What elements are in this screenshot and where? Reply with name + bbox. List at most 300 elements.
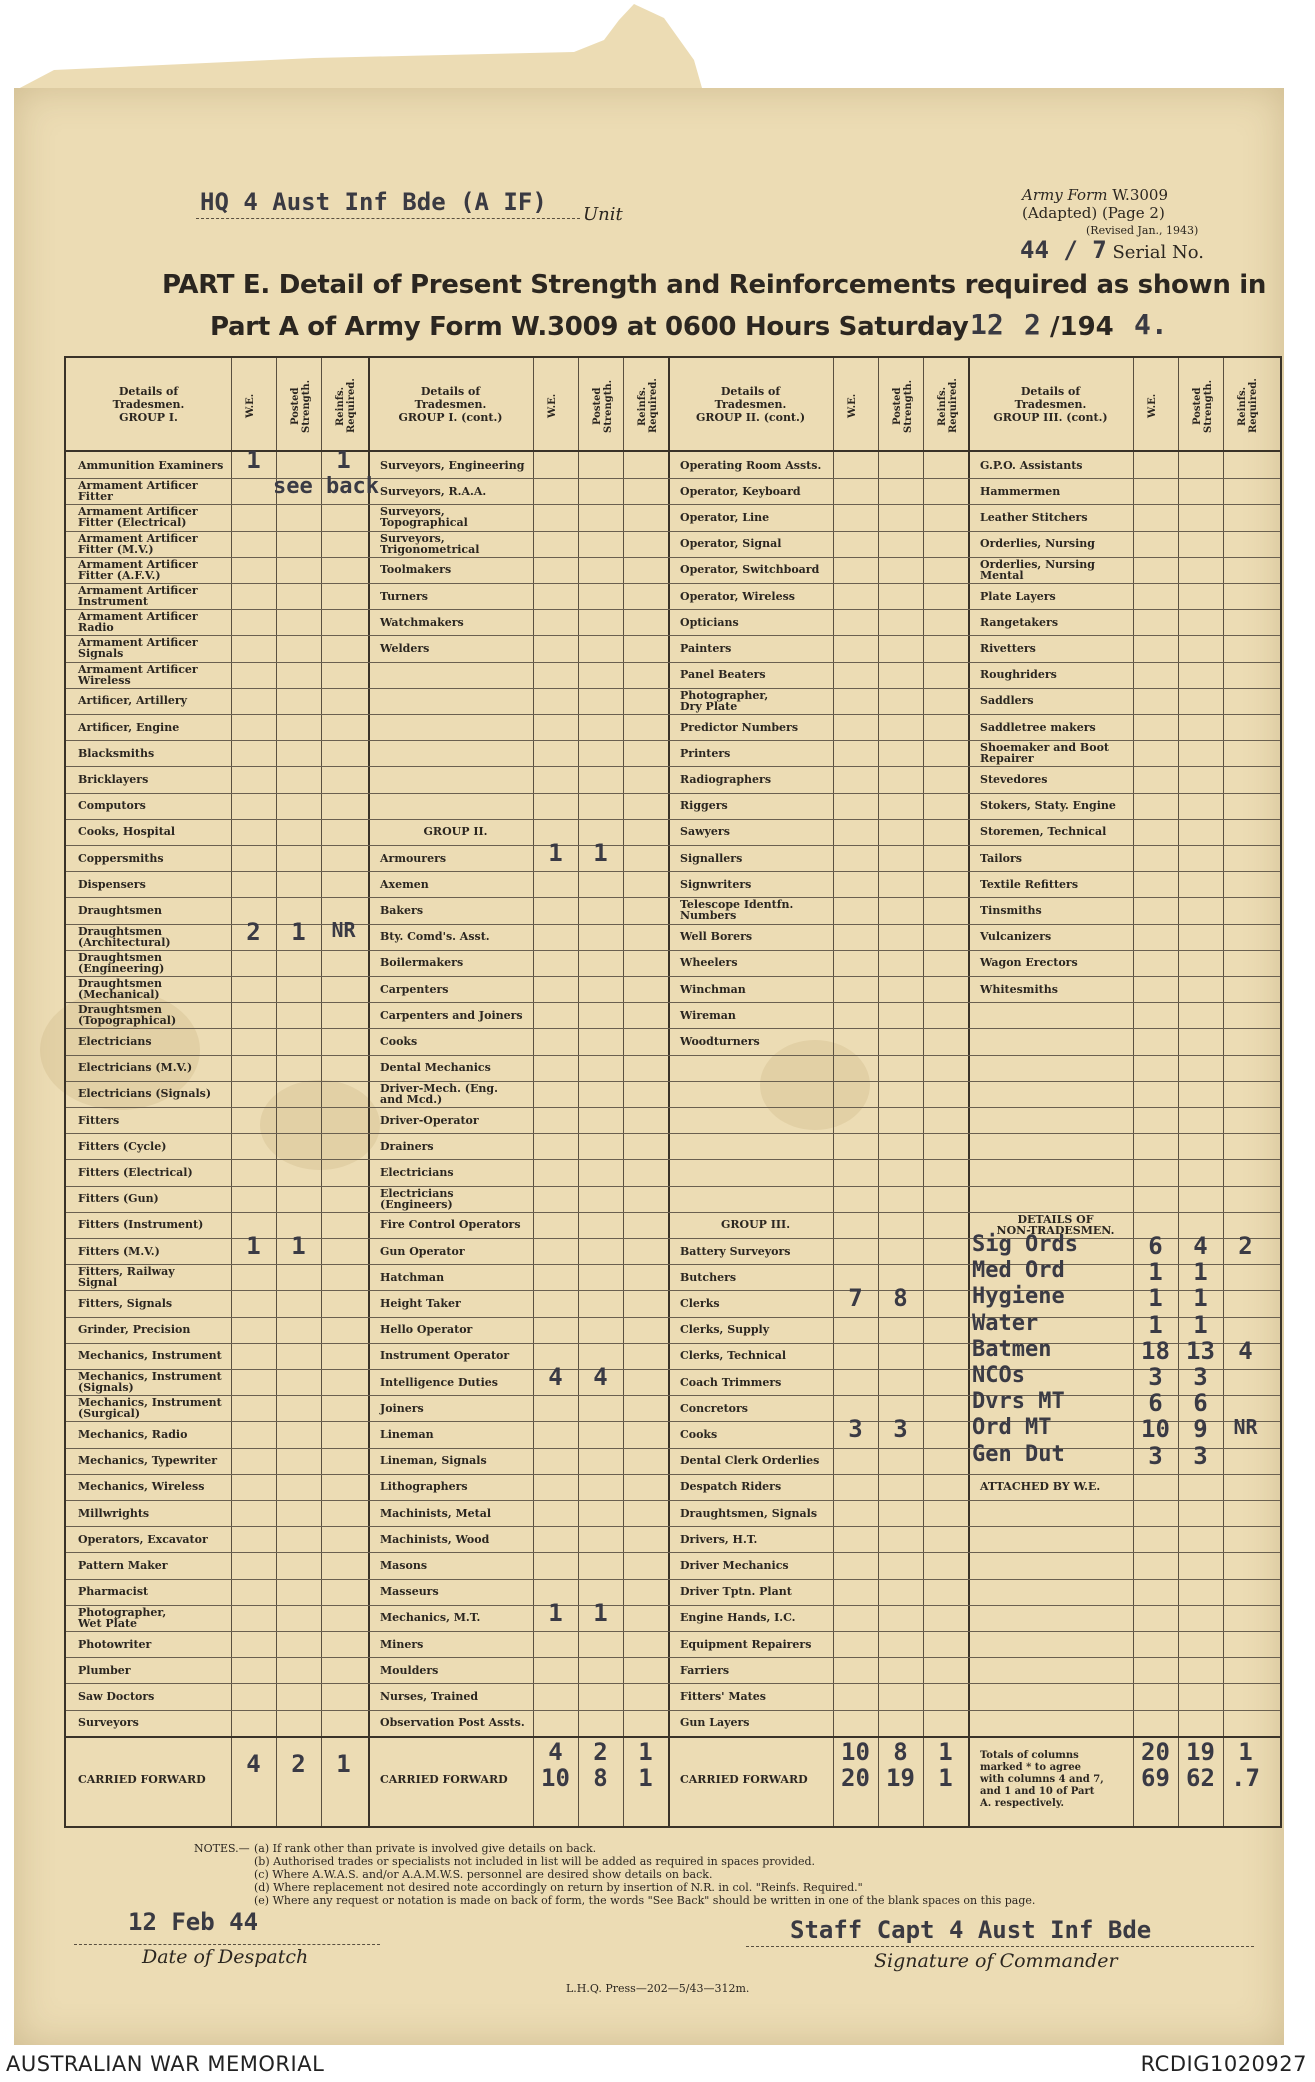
row-label: Despatch Riders	[680, 1480, 782, 1494]
row-rule	[66, 478, 1280, 479]
row-label: Electricians (Signals)	[78, 1087, 212, 1101]
row-label: Textile Refitters	[980, 877, 1079, 891]
carried-value: 1	[638, 1763, 653, 1792]
title-line1: PART E. Detail of Present Strength and Reinforcements required as shown in	[162, 270, 1267, 300]
row-label: Millwrights	[78, 1506, 150, 1520]
note-e: (e) Where any request or notation is made on back of form, the words "See Back" should be written in one of the blank spaces on this page.	[254, 1894, 1036, 1907]
row-label: GROUP II.	[423, 825, 488, 839]
entry-value: 1	[246, 446, 261, 474]
row-label: Opticians	[680, 615, 739, 629]
row-label: Draughtsmen (Engineering)	[78, 950, 165, 975]
row-label: Mechanics, M.T.	[380, 1611, 481, 1625]
row-label: Riggers	[680, 799, 728, 813]
row-label: Photographer, Dry Plate	[680, 688, 769, 713]
row-rule	[66, 1683, 1280, 1684]
column-divider	[923, 358, 924, 1826]
row-label: Fitters (Cycle)	[78, 1139, 167, 1153]
row-label: Axemen	[380, 877, 429, 891]
row-label: Dispensers	[78, 877, 146, 891]
entry-value: 1	[246, 1232, 261, 1260]
row-label: Equipment Repairers	[680, 1637, 812, 1651]
row-label: Intelligence Duties	[380, 1375, 498, 1389]
form-number: W.3009	[1112, 186, 1169, 204]
row-label: Farriers	[680, 1663, 730, 1677]
row-label: Turners	[380, 589, 428, 603]
row-label: Armament Artificer Instrument	[78, 584, 198, 609]
non-tradesman-name: Hygiene	[972, 1284, 1065, 1310]
row-label: Butchers	[680, 1270, 737, 1284]
row-label: Operator, Line	[680, 510, 770, 524]
row-label: Mechanics, Instrument	[78, 1349, 222, 1363]
row-rule	[66, 1212, 1280, 1213]
form-line1: Army Form	[1022, 186, 1108, 204]
row-label: Armourers	[380, 851, 447, 865]
row-label: Nurses, Trained	[380, 1689, 479, 1703]
row-label: Photographer, Wet Plate	[78, 1605, 167, 1630]
row-label: Fitters (Instrument)	[78, 1218, 204, 1232]
row-rule	[66, 1159, 1280, 1160]
row-label: Clerks	[680, 1296, 720, 1310]
date-month: 2	[1024, 308, 1041, 341]
strength-table	[64, 356, 1282, 1828]
row-label: Blacksmiths	[78, 746, 155, 760]
entry-value: 3	[893, 1415, 908, 1444]
column-header-col4: Details of Tradesmen. GROUP III. (cont.)	[993, 384, 1108, 424]
column-header-reinfs: Reinfs. Required.	[335, 378, 357, 434]
row-label: Grinder, Precision	[78, 1323, 191, 1337]
column-header-col3: Details of Tradesmen. GROUP II. (cont.)	[695, 384, 806, 424]
entry-value: 6	[1148, 1389, 1163, 1418]
carried-forward-rule	[66, 1736, 1280, 1738]
row-label: Telescope Identfn. Numbers	[680, 898, 794, 923]
non-tradesman-name: Water	[972, 1310, 1039, 1336]
row-label: Bricklayers	[78, 772, 149, 786]
carried-value: 10	[541, 1763, 570, 1792]
entry-value: 1	[1148, 1258, 1163, 1287]
row-label: Saw Doctors	[78, 1689, 155, 1703]
entry-value: 1	[548, 1598, 563, 1627]
row-rule	[66, 1028, 1280, 1029]
entry-value: 2	[1238, 1232, 1253, 1260]
row-rule	[66, 1657, 1280, 1658]
signature-label: Signature of Commander	[874, 1950, 1118, 1972]
row-label: Draughtsmen, Signals	[680, 1506, 818, 1520]
row-label: Panel Beaters	[680, 668, 766, 682]
row-label: Machinists, Metal	[380, 1506, 492, 1520]
note-d: (d) Where replacement not desired note accordingly on return by insertion of N.R. in col. "Reinfs. Required."	[254, 1881, 863, 1894]
row-label: DETAILS OF NON-TRADESMEN.	[996, 1212, 1115, 1237]
row-label: Surveyors	[78, 1716, 139, 1730]
row-label: Fitters (Electrical)	[78, 1165, 193, 1179]
entry-value: 9	[1193, 1415, 1208, 1444]
column-header-posted: Posted Strength.	[1192, 379, 1214, 433]
column-divider	[231, 358, 232, 1826]
entry-value: 1	[1148, 1310, 1163, 1339]
unit-value: HQ 4 Aust Inf Bde (A IF)	[200, 188, 547, 216]
group-divider	[968, 358, 970, 1826]
row-label: Wagon Erectors	[980, 956, 1078, 970]
carried-value: 1	[938, 1763, 953, 1792]
row-label: Clerks, Technical	[680, 1349, 786, 1363]
row-label: Watchmakers	[380, 615, 464, 629]
row-label: Fitters, Railway Signal	[78, 1265, 175, 1290]
carried-value: .7	[1231, 1763, 1260, 1792]
row-label: Drivers, H.T.	[680, 1532, 758, 1546]
row-rule	[66, 557, 1280, 558]
row-label: Orderlies, Nursing	[980, 537, 1095, 551]
row-rule	[66, 845, 1280, 846]
row-label: Fitters	[78, 1113, 120, 1127]
row-rule	[66, 688, 1280, 689]
row-label: Vulcanizers	[980, 930, 1052, 944]
title-line2: Part A of Army Form W.3009 at 0600 Hours Saturday	[210, 312, 969, 342]
totals-note: Totals of columns marked * to agree with columns 4 and 7, and 1 and 10 of Part A. respectively.	[980, 1749, 1104, 1809]
row-label: Tinsmiths	[980, 903, 1042, 917]
row-label: Printers	[680, 746, 731, 760]
row-label: Rangetakers	[980, 615, 1059, 629]
group-divider	[368, 358, 370, 1826]
non-tradesman-name: Sig Ords	[972, 1232, 1078, 1257]
row-label: Mechanics, Instrument (Surgical)	[78, 1396, 222, 1421]
column-header-col2: Details of Tradesmen. GROUP I. (cont.)	[398, 384, 503, 424]
column-header-posted: Posted Strength.	[592, 379, 614, 433]
row-label: Mechanics, Typewriter	[78, 1454, 218, 1468]
row-rule	[66, 1552, 1280, 1553]
row-label: Whitesmiths	[980, 982, 1058, 996]
row-label: Electricians (M.V.)	[78, 1061, 193, 1075]
row-label: Draughtsmen	[78, 903, 163, 917]
row-rule	[66, 1055, 1280, 1056]
column-header-we: W.E.	[847, 393, 858, 419]
row-label: Saddletree makers	[980, 720, 1096, 734]
row-label: Surveyors, R.A.A.	[380, 484, 487, 498]
row-label: Stokers, Staty. Engine	[980, 799, 1116, 813]
row-label: Bty. Comd's. Asst.	[380, 930, 490, 944]
column-divider	[623, 358, 624, 1826]
despatch-underline	[74, 1944, 380, 1945]
row-label: Operator, Signal	[680, 537, 782, 551]
row-label: Surveyors, Topographical	[380, 505, 468, 530]
row-label: Fire Control Operators	[380, 1218, 521, 1232]
row-label: Saddlers	[980, 694, 1034, 708]
row-label: Plumber	[78, 1663, 131, 1677]
column-header-we: W.E.	[547, 393, 558, 419]
row-label: Fitters, Signals	[78, 1296, 173, 1310]
row-label: Woodturners	[680, 1034, 760, 1048]
row-label: Armament Artificer Wireless	[78, 662, 198, 687]
entry-value: 4	[548, 1363, 563, 1391]
carried-value: 1	[938, 1737, 953, 1766]
row-rule	[66, 714, 1280, 715]
entry-value: 8	[893, 1284, 908, 1313]
carried-value: 4	[548, 1737, 563, 1766]
column-divider	[833, 358, 834, 1826]
row-label: Dental Clerk Orderlies	[680, 1454, 820, 1468]
row-label: Cooks	[680, 1427, 718, 1441]
carried-value: 1	[638, 1737, 653, 1766]
row-label: Driver-Mech. (Eng. and Mcd.)	[380, 1081, 498, 1106]
row-label: Clerks, Supply	[680, 1323, 770, 1337]
entry-value: 1	[593, 839, 608, 867]
row-label: Signwriters	[680, 877, 752, 891]
row-label: Surveyors, Trigonometrical	[380, 531, 480, 556]
row-label: Mechanics, Wireless	[78, 1480, 205, 1494]
row-label: Operating Room Assts.	[680, 458, 822, 472]
row-label: Shoemaker and Boot Repairer	[980, 741, 1109, 766]
signature-underline	[746, 1946, 1254, 1947]
row-label: Armament Artificer Fitter (A.F.V.)	[78, 557, 198, 582]
carried-value: 62	[1186, 1763, 1215, 1792]
row-label: Pattern Maker	[78, 1558, 168, 1572]
row-label: Machinists, Wood	[380, 1532, 490, 1546]
row-rule	[66, 1474, 1280, 1475]
carried-value: 10	[841, 1737, 870, 1766]
row-label: Operator, Wireless	[680, 589, 795, 603]
row-label: Photowriter	[78, 1637, 152, 1651]
column-divider	[1223, 358, 1224, 1826]
row-label: Pharmacist	[78, 1585, 149, 1599]
row-label: Coach Trimmers	[680, 1375, 782, 1389]
row-label: Operators, Excavator	[78, 1532, 208, 1546]
row-label: Observation Post Assts.	[380, 1716, 525, 1730]
row-label: Welders	[380, 641, 430, 655]
row-rule	[66, 1631, 1280, 1632]
row-label: Wireman	[680, 1008, 736, 1022]
non-tradesman-name: Ord MT	[972, 1415, 1052, 1441]
serial-label: Serial No.	[1112, 242, 1204, 263]
entry-value: NR	[1233, 1415, 1258, 1440]
entry-value: 1	[1148, 1284, 1163, 1313]
note-a: (a) If rank other than private is involved give details on back.	[254, 1842, 597, 1855]
row-label: Plate Layers	[980, 589, 1056, 603]
notes-title: NOTES.—	[194, 1842, 250, 1855]
row-label: Fitters (Gun)	[78, 1192, 159, 1206]
entry-value: 3	[1148, 1441, 1163, 1470]
row-label: Leather Stitchers	[980, 510, 1088, 524]
row-rule	[66, 531, 1280, 532]
row-label: Drainers	[380, 1139, 434, 1153]
row-rule	[66, 662, 1280, 663]
row-label: Battery Surveyors	[680, 1244, 791, 1258]
entry-value: 1	[291, 1232, 306, 1260]
row-label: Joiners	[380, 1401, 424, 1415]
row-rule	[66, 1526, 1280, 1527]
carried-value: 20	[1141, 1737, 1170, 1766]
column-divider	[321, 358, 322, 1826]
row-label: Masons	[380, 1558, 428, 1572]
row-rule	[66, 819, 1280, 820]
non-tradesman-name: Med Ord	[972, 1258, 1065, 1284]
non-tradesman-name: Gen Dut	[972, 1441, 1065, 1467]
row-label: Radiographers	[680, 772, 772, 786]
row-rule	[66, 793, 1280, 794]
row-label: Coppersmiths	[78, 851, 164, 865]
notes-block	[194, 1842, 1035, 1907]
row-label: G.P.O. Assistants	[980, 458, 1083, 472]
carried-value: 69	[1141, 1763, 1170, 1792]
entry-value: 3	[848, 1415, 863, 1444]
group-divider	[668, 358, 670, 1826]
entry-value: 1	[548, 839, 563, 867]
row-label: ATTACHED BY W.E.	[980, 1480, 1101, 1494]
date-day: 12	[970, 308, 1004, 341]
carried-value: 19	[1186, 1737, 1215, 1766]
row-label: Armament Artificer Fitter (M.V.)	[78, 531, 198, 556]
entry-value: 2	[246, 917, 261, 946]
entry-value: 1	[593, 1598, 608, 1627]
row-label: Electricians	[78, 1034, 152, 1048]
column-divider	[276, 358, 277, 1826]
row-label: Fitters' Mates	[680, 1689, 766, 1703]
row-label: Armament Artificer Fitter (Electrical)	[78, 505, 198, 530]
row-label: Mechanics, Instrument (Signals)	[78, 1370, 222, 1395]
column-header-we: W.E.	[245, 393, 256, 419]
column-header-reinfs: Reinfs. Required.	[637, 378, 659, 434]
entry-value: 10	[1141, 1415, 1170, 1444]
column-divider	[1178, 358, 1179, 1826]
row-rule	[66, 1186, 1280, 1187]
date-year-digit: 4.	[1134, 308, 1168, 341]
row-rule	[66, 609, 1280, 610]
footer-archive-name: AUSTRALIAN WAR MEMORIAL	[6, 2052, 325, 2076]
carried-value: 2	[593, 1737, 608, 1766]
row-label: Operator, Switchboard	[680, 563, 820, 577]
entry-value: 6	[1193, 1389, 1208, 1418]
entry-value: 1	[1193, 1258, 1208, 1287]
row-label: Wheelers	[680, 956, 738, 970]
row-label: Driver Tptn. Plant	[680, 1585, 792, 1599]
row-rule	[66, 766, 1280, 767]
carried-value: 20	[841, 1763, 870, 1792]
carried-value: 1	[1238, 1737, 1253, 1766]
row-rule	[66, 871, 1280, 872]
column-divider	[878, 358, 879, 1826]
non-tradesman-name: Dvrs MT	[972, 1389, 1065, 1415]
unit-underline	[196, 218, 580, 219]
entry-value: 3	[1193, 1441, 1208, 1470]
row-label: Computors	[78, 799, 146, 813]
see-back-note: see back	[273, 474, 379, 500]
row-rule	[66, 740, 1280, 741]
row-rule	[66, 583, 1280, 584]
row-label: Draughtsmen (Topographical)	[78, 1003, 177, 1028]
carried-value: 8	[893, 1737, 908, 1766]
row-rule	[66, 897, 1280, 898]
row-label: Gun Operator	[380, 1244, 465, 1258]
row-label: Predictor Numbers	[680, 720, 799, 734]
date-year-prefix: /194	[1050, 312, 1114, 342]
entry-value: 1	[336, 446, 351, 474]
row-label: Armament Artificer Signals	[78, 636, 198, 661]
signature-value: Staff Capt 4 Aust Inf Bde	[790, 1916, 1152, 1944]
column-header-posted: Posted Strength.	[892, 379, 914, 433]
entry-value: 4	[1193, 1232, 1208, 1260]
entry-value: 1	[1193, 1310, 1208, 1339]
row-label: Masseurs	[380, 1585, 439, 1599]
entry-value: 1	[1193, 1284, 1208, 1313]
row-label: Draughtsmen (Architectural)	[78, 924, 171, 949]
row-rule	[66, 1081, 1280, 1082]
press-imprint: L.H.Q. Press—202—5/43—312m.	[566, 1982, 750, 1995]
row-rule	[66, 504, 1280, 505]
row-rule	[66, 1107, 1280, 1108]
carried-value: 8	[593, 1763, 608, 1792]
form-line3: (Revised Jan., 1943)	[1086, 224, 1199, 237]
entry-value: 4	[593, 1363, 608, 1391]
note-b: (b) Authorised trades or specialists not included in list will be added as required in spaces provided.	[254, 1855, 816, 1868]
row-label: Lithographers	[380, 1480, 468, 1494]
carried-value: 1	[336, 1749, 351, 1778]
carried-forward-label: CARRIED FORWARD	[78, 1773, 206, 1787]
row-label: Mechanics, Radio	[78, 1427, 188, 1441]
column-header-we: W.E.	[1147, 393, 1158, 419]
column-header-reinfs: Reinfs. Required.	[937, 378, 959, 434]
row-label: Concretors	[680, 1401, 748, 1415]
carried-value: 19	[886, 1763, 915, 1792]
entry-value: 13	[1186, 1336, 1215, 1365]
row-label: Orderlies, Nursing Mental	[980, 557, 1095, 582]
entry-value: 6	[1148, 1232, 1163, 1260]
despatch-date-label: Date of Despatch	[142, 1946, 309, 1968]
row-rule	[66, 1579, 1280, 1580]
row-rule	[66, 1133, 1280, 1134]
column-divider	[1133, 358, 1134, 1826]
row-label: Roughriders	[980, 668, 1057, 682]
row-rule	[66, 1002, 1280, 1003]
carried-value: 4	[246, 1749, 261, 1778]
entry-value: 3	[1193, 1363, 1208, 1391]
row-rule	[66, 1500, 1280, 1501]
row-label: Operator, Keyboard	[680, 484, 801, 498]
row-label: Hatchman	[380, 1270, 445, 1284]
row-label: Ammunition Examiners	[78, 458, 224, 472]
row-label: Signallers	[680, 851, 743, 865]
row-label: Artificer, Artillery	[78, 694, 188, 708]
row-label: Painters	[680, 641, 732, 655]
row-label: Driver Mechanics	[680, 1558, 789, 1572]
row-label: Bakers	[380, 903, 424, 917]
row-label: Moulders	[380, 1663, 439, 1677]
non-tradesman-name: NCOs	[972, 1363, 1025, 1388]
row-label: Sawyers	[680, 825, 730, 839]
row-label: Fitters (M.V.)	[78, 1244, 160, 1258]
row-label: Cooks	[380, 1034, 418, 1048]
row-label: Driver-Operator	[380, 1113, 479, 1127]
row-label: Stevedores	[980, 772, 1048, 786]
row-label: Rivetters	[980, 641, 1036, 655]
row-label: GROUP III.	[720, 1218, 791, 1232]
column-header-posted: Posted Strength.	[290, 379, 312, 433]
row-label: Boilermakers	[380, 956, 464, 970]
serial-value: 44 / 7	[1020, 236, 1107, 264]
row-label: Instrument Operator	[380, 1349, 510, 1363]
unit-label: Unit	[583, 204, 623, 225]
entry-value: 4	[1238, 1336, 1253, 1365]
row-label: Armament Artificer Fitter	[78, 479, 198, 504]
row-label: Cooks, Hospital	[78, 825, 176, 839]
row-label: Surveyors, Engineering	[380, 458, 525, 472]
row-label: Storemen, Technical	[980, 825, 1107, 839]
row-rule	[66, 950, 1280, 951]
row-label: Electricians (Engineers)	[380, 1186, 454, 1211]
entry-value: 7	[848, 1284, 863, 1313]
form-line2: (Adapted) (Page 2)	[1022, 204, 1165, 222]
row-label: Armament Artificer Radio	[78, 610, 198, 635]
entry-value: NR	[331, 917, 356, 942]
row-label: Tailors	[980, 851, 1022, 865]
column-header-reinfs: Reinfs. Required.	[1237, 378, 1259, 434]
row-label: Well Borers	[680, 930, 753, 944]
